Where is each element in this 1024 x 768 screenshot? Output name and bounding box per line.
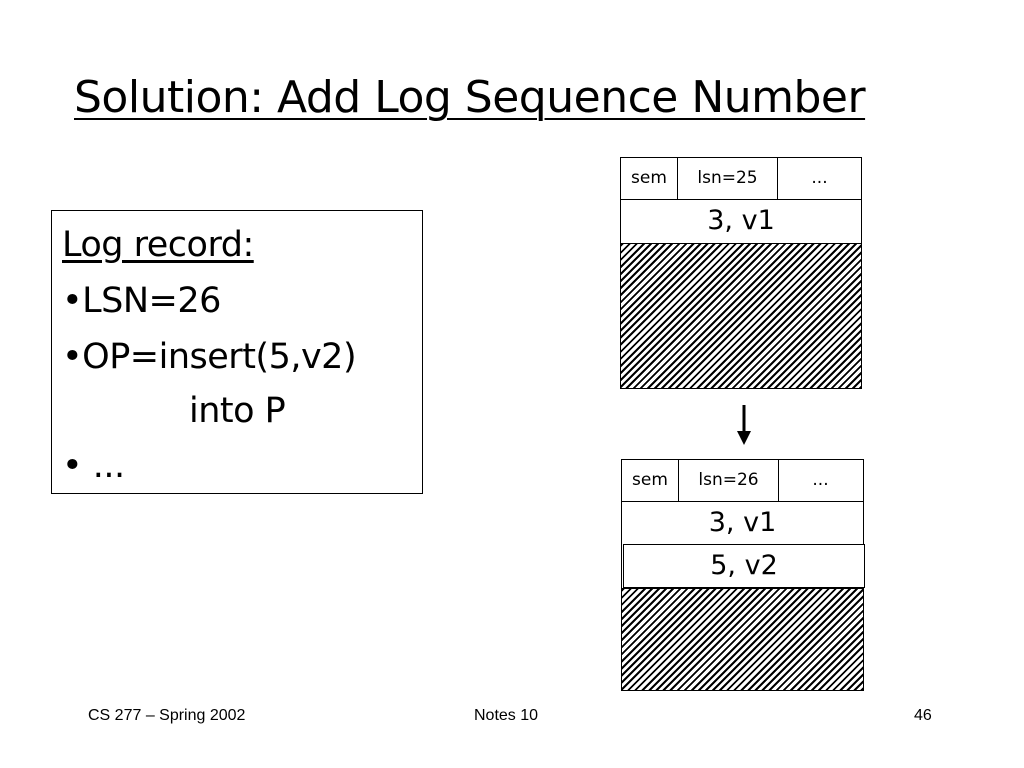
footer-course: CS 277 – Spring 2002 — [88, 707, 246, 724]
log-record-heading: Log record: — [62, 225, 254, 265]
free-space-hatch — [622, 588, 863, 690]
record-row: 3, v1 — [708, 507, 777, 538]
footer-notes: Notes 10 — [474, 707, 539, 724]
log-record-box — [51, 210, 423, 494]
page-before-insert — [620, 157, 862, 389]
record-row: 3, v1 — [707, 205, 775, 236]
ellipsis-cell: ... — [812, 470, 829, 490]
log-op-continuation: into P — [189, 391, 286, 431]
log-lsn-item: •LSN=26 — [62, 281, 221, 321]
lsn-cell: lsn=26 — [679, 460, 779, 501]
log-ellipsis-item: • ... — [62, 446, 125, 486]
slide-title: Solution: Add Log Sequence Number — [74, 72, 866, 123]
page-header — [621, 158, 861, 200]
sem-cell: sem — [621, 158, 678, 199]
inserted-record-row: 5, v2 — [623, 544, 865, 588]
lsn-cell: lsn=25 — [678, 158, 778, 199]
down-arrow-icon — [733, 405, 755, 445]
page-header — [622, 460, 863, 502]
footer-page-number: 46 — [914, 707, 932, 724]
sem-cell: sem — [622, 460, 679, 501]
log-op-item: •OP=insert(5,v2) — [62, 337, 357, 377]
free-space-hatch — [621, 243, 861, 388]
ellipsis-cell: ... — [811, 168, 828, 188]
